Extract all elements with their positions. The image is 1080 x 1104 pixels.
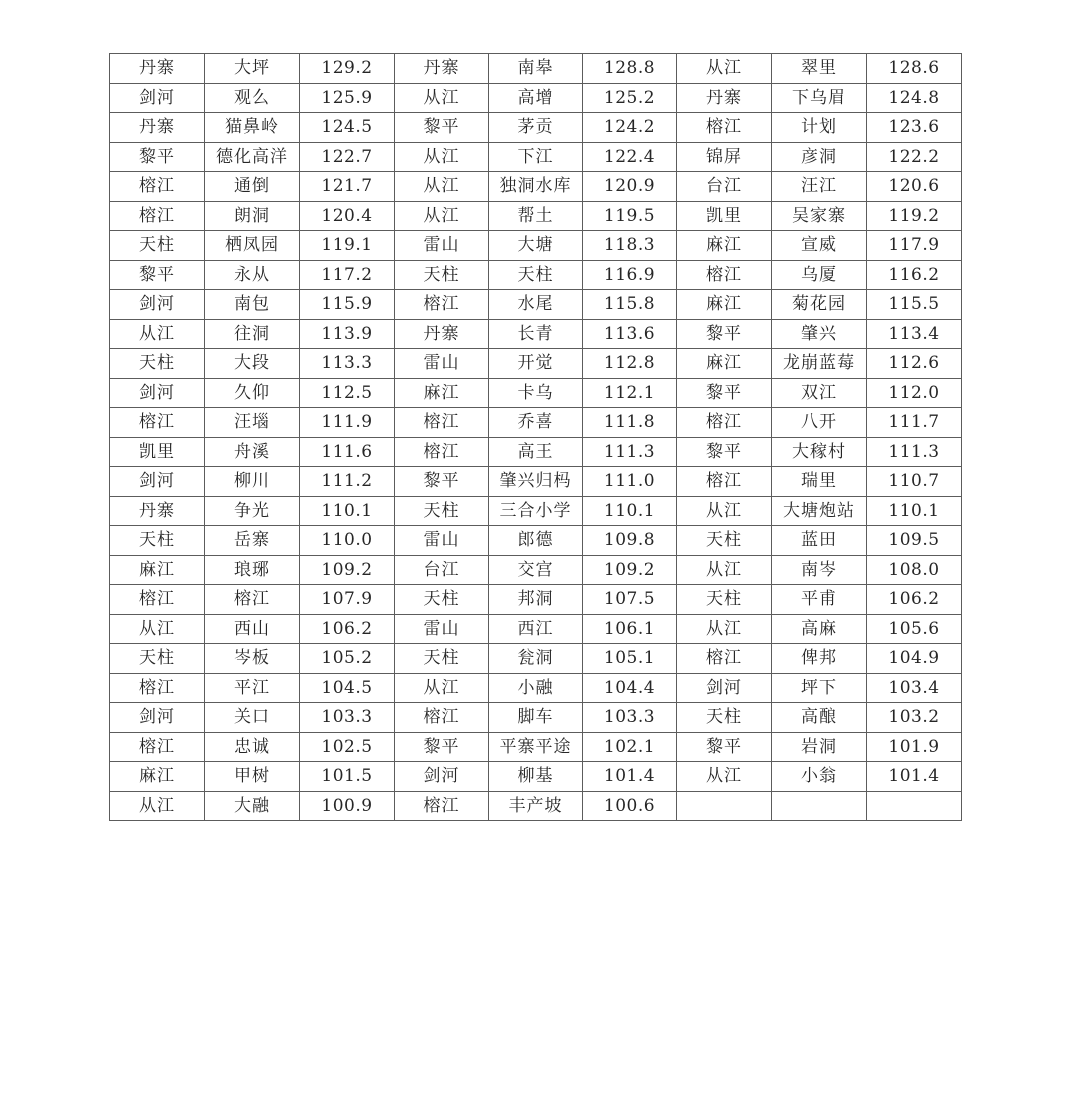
county-cell: 黎平: [677, 319, 772, 349]
table-row: [110, 113, 962, 143]
value-cell: 111.0: [583, 467, 677, 497]
value-cell: 124.5: [300, 113, 395, 143]
station-cell: 肇兴归杩: [489, 467, 583, 497]
value-cell: 112.1: [583, 378, 677, 408]
value-cell: 121.7: [300, 172, 395, 202]
county-cell: 麻江: [110, 762, 205, 792]
table-row: [110, 673, 962, 703]
table-row: [110, 378, 962, 408]
station-cell: 翠里: [772, 54, 867, 84]
county-cell: 天柱: [677, 703, 772, 733]
station-cell: 长青: [489, 319, 583, 349]
county-cell: 榕江: [677, 260, 772, 290]
county-cell: 榕江: [110, 673, 205, 703]
county-cell: 榕江: [110, 172, 205, 202]
county-cell: 丹寨: [395, 54, 489, 84]
station-cell: 琅琊: [205, 555, 300, 585]
table-row: [110, 467, 962, 497]
county-cell: 麻江: [395, 378, 489, 408]
county-cell: 剑河: [110, 467, 205, 497]
station-cell: 乔喜: [489, 408, 583, 438]
county-cell: 从江: [395, 172, 489, 202]
county-cell: 从江: [395, 201, 489, 231]
county-cell: 榕江: [110, 732, 205, 762]
county-cell: 天柱: [110, 231, 205, 261]
county-cell: 榕江: [677, 644, 772, 674]
station-cell: 舟溪: [205, 437, 300, 467]
county-cell: 榕江: [110, 585, 205, 615]
county-cell: 凯里: [110, 437, 205, 467]
table-row: [110, 644, 962, 674]
station-cell: 大融: [205, 791, 300, 821]
station-cell: 交宫: [489, 555, 583, 585]
table-row: [110, 142, 962, 172]
station-cell: 岳寨: [205, 526, 300, 556]
station-cell: 平甫: [772, 585, 867, 615]
county-cell: 丹寨: [110, 54, 205, 84]
value-cell: 128.8: [583, 54, 677, 84]
county-cell: 天柱: [395, 260, 489, 290]
station-cell: 八开: [772, 408, 867, 438]
county-cell: 台江: [677, 172, 772, 202]
value-cell: 122.2: [867, 142, 962, 172]
station-cell: 德化高洋: [205, 142, 300, 172]
value-cell: 107.5: [583, 585, 677, 615]
county-cell: 黎平: [395, 732, 489, 762]
table-row: [110, 54, 962, 84]
table-row: [110, 319, 962, 349]
value-cell: 113.9: [300, 319, 395, 349]
county-cell: 榕江: [395, 290, 489, 320]
station-cell: 汪江: [772, 172, 867, 202]
station-cell: [772, 791, 867, 821]
value-cell: 102.1: [583, 732, 677, 762]
county-cell: 丹寨: [395, 319, 489, 349]
value-cell: 124.8: [867, 83, 962, 113]
county-cell: 榕江: [110, 201, 205, 231]
station-cell: 大稼村: [772, 437, 867, 467]
county-cell: 黎平: [395, 113, 489, 143]
county-cell: 从江: [395, 83, 489, 113]
value-cell: 116.9: [583, 260, 677, 290]
value-cell: 125.9: [300, 83, 395, 113]
table-row: [110, 408, 962, 438]
station-cell: 高增: [489, 83, 583, 113]
county-cell: 天柱: [110, 526, 205, 556]
value-cell: 103.3: [583, 703, 677, 733]
county-cell: 从江: [110, 319, 205, 349]
value-cell: 112.5: [300, 378, 395, 408]
station-cell: 菊花园: [772, 290, 867, 320]
county-cell: 从江: [677, 555, 772, 585]
value-cell: 104.5: [300, 673, 395, 703]
value-cell: 110.1: [867, 496, 962, 526]
county-cell: 剑河: [677, 673, 772, 703]
value-cell: 112.8: [583, 349, 677, 379]
value-cell: 111.7: [867, 408, 962, 438]
station-cell: 通倒: [205, 172, 300, 202]
station-cell: 水尾: [489, 290, 583, 320]
value-cell: 102.5: [300, 732, 395, 762]
station-cell: 俾邦: [772, 644, 867, 674]
station-cell: 高酿: [772, 703, 867, 733]
value-cell: 113.4: [867, 319, 962, 349]
table-row: [110, 732, 962, 762]
value-cell: 100.9: [300, 791, 395, 821]
station-cell: 小融: [489, 673, 583, 703]
station-cell: 南皋: [489, 54, 583, 84]
county-cell: 从江: [110, 791, 205, 821]
value-cell: 123.6: [867, 113, 962, 143]
station-cell: 开觉: [489, 349, 583, 379]
table-row: [110, 290, 962, 320]
value-cell: 110.1: [583, 496, 677, 526]
station-cell: 龙崩蓝莓: [772, 349, 867, 379]
county-cell: 黎平: [110, 260, 205, 290]
value-cell: 109.5: [867, 526, 962, 556]
value-cell: 128.6: [867, 54, 962, 84]
table-row: [110, 496, 962, 526]
station-cell: 南包: [205, 290, 300, 320]
county-cell: 丹寨: [677, 83, 772, 113]
table-row: [110, 201, 962, 231]
value-cell: 115.5: [867, 290, 962, 320]
station-cell: 高王: [489, 437, 583, 467]
station-cell: 吴家寨: [772, 201, 867, 231]
county-cell: 丹寨: [110, 496, 205, 526]
county-cell: 雷山: [395, 614, 489, 644]
value-cell: 101.4: [867, 762, 962, 792]
county-cell: 雷山: [395, 526, 489, 556]
station-cell: 瑞里: [772, 467, 867, 497]
station-cell: 朗洞: [205, 201, 300, 231]
county-cell: 从江: [395, 673, 489, 703]
county-cell: 剑河: [110, 703, 205, 733]
station-value-table: [109, 53, 962, 821]
value-cell: 109.2: [300, 555, 395, 585]
station-cell: 观么: [205, 83, 300, 113]
value-cell: 120.9: [583, 172, 677, 202]
station-cell: 岩洞: [772, 732, 867, 762]
value-cell: 111.8: [583, 408, 677, 438]
table-row: [110, 585, 962, 615]
county-cell: 黎平: [395, 467, 489, 497]
station-cell: 柳川: [205, 467, 300, 497]
station-cell: 关口: [205, 703, 300, 733]
station-cell: 蓝田: [772, 526, 867, 556]
county-cell: 黎平: [677, 378, 772, 408]
value-cell: 107.9: [300, 585, 395, 615]
value-cell: 104.9: [867, 644, 962, 674]
station-cell: 汪堖: [205, 408, 300, 438]
county-cell: 天柱: [395, 644, 489, 674]
county-cell: 麻江: [677, 231, 772, 261]
station-cell: 永从: [205, 260, 300, 290]
station-cell: 西山: [205, 614, 300, 644]
value-cell: 109.2: [583, 555, 677, 585]
value-cell: 124.2: [583, 113, 677, 143]
table-row: [110, 437, 962, 467]
county-cell: 从江: [677, 496, 772, 526]
value-cell: 129.2: [300, 54, 395, 84]
county-cell: 丹寨: [110, 113, 205, 143]
value-cell: 101.9: [867, 732, 962, 762]
station-cell: 大塘炮站: [772, 496, 867, 526]
county-cell: 黎平: [677, 732, 772, 762]
county-cell: 天柱: [677, 526, 772, 556]
table-row: [110, 231, 962, 261]
station-cell: 邦洞: [489, 585, 583, 615]
county-cell: 榕江: [395, 437, 489, 467]
county-cell: 榕江: [110, 408, 205, 438]
station-cell: 丰产坡: [489, 791, 583, 821]
county-cell: 天柱: [110, 349, 205, 379]
station-cell: 高麻: [772, 614, 867, 644]
county-cell: 剑河: [110, 290, 205, 320]
county-cell: 从江: [677, 614, 772, 644]
value-cell: 110.7: [867, 467, 962, 497]
table-row: [110, 791, 962, 821]
station-cell: 往洞: [205, 319, 300, 349]
county-cell: [677, 791, 772, 821]
station-cell: 平江: [205, 673, 300, 703]
county-cell: 榕江: [395, 703, 489, 733]
table-row: [110, 762, 962, 792]
county-cell: 台江: [395, 555, 489, 585]
value-cell: 110.1: [300, 496, 395, 526]
value-cell: 115.9: [300, 290, 395, 320]
county-cell: 雷山: [395, 349, 489, 379]
value-cell: 122.4: [583, 142, 677, 172]
county-cell: 黎平: [110, 142, 205, 172]
table-row: [110, 703, 962, 733]
county-cell: 麻江: [110, 555, 205, 585]
value-cell: 106.2: [300, 614, 395, 644]
value-cell: 105.6: [867, 614, 962, 644]
station-cell: 下江: [489, 142, 583, 172]
value-cell: 115.8: [583, 290, 677, 320]
station-cell: 卡乌: [489, 378, 583, 408]
station-cell: 大塘: [489, 231, 583, 261]
value-cell: 120.4: [300, 201, 395, 231]
value-cell: 104.4: [583, 673, 677, 703]
station-cell: 柳基: [489, 762, 583, 792]
station-cell: 脚车: [489, 703, 583, 733]
station-cell: 帮土: [489, 201, 583, 231]
county-cell: 黎平: [677, 437, 772, 467]
county-cell: 从江: [677, 762, 772, 792]
value-cell: 119.2: [867, 201, 962, 231]
table-row: [110, 349, 962, 379]
station-cell: 猫鼻岭: [205, 113, 300, 143]
value-cell: 120.6: [867, 172, 962, 202]
value-cell: 119.1: [300, 231, 395, 261]
value-cell: 106.1: [583, 614, 677, 644]
county-cell: 麻江: [677, 290, 772, 320]
station-cell: 独洞水库: [489, 172, 583, 202]
station-cell: 下乌眉: [772, 83, 867, 113]
county-cell: 榕江: [677, 467, 772, 497]
value-cell: 113.3: [300, 349, 395, 379]
station-cell: 争光: [205, 496, 300, 526]
value-cell: 111.3: [867, 437, 962, 467]
county-cell: 雷山: [395, 231, 489, 261]
value-cell: 103.3: [300, 703, 395, 733]
value-cell: 112.0: [867, 378, 962, 408]
value-cell: 108.0: [867, 555, 962, 585]
value-cell: 117.2: [300, 260, 395, 290]
value-cell: 111.6: [300, 437, 395, 467]
table-row: [110, 83, 962, 113]
station-cell: 肇兴: [772, 319, 867, 349]
value-cell: 105.1: [583, 644, 677, 674]
value-cell: 116.2: [867, 260, 962, 290]
table-row: [110, 260, 962, 290]
county-cell: 榕江: [677, 408, 772, 438]
county-cell: 从江: [395, 142, 489, 172]
county-cell: 榕江: [395, 408, 489, 438]
station-cell: 茅贡: [489, 113, 583, 143]
value-cell: 125.2: [583, 83, 677, 113]
station-cell: 小翁: [772, 762, 867, 792]
county-cell: 从江: [110, 614, 205, 644]
value-cell: 119.5: [583, 201, 677, 231]
value-cell: 110.0: [300, 526, 395, 556]
value-cell: 101.4: [583, 762, 677, 792]
table-row: [110, 614, 962, 644]
station-cell: 甲树: [205, 762, 300, 792]
station-cell: 西江: [489, 614, 583, 644]
county-cell: 天柱: [677, 585, 772, 615]
station-cell: 坪下: [772, 673, 867, 703]
value-cell: [867, 791, 962, 821]
value-cell: 103.2: [867, 703, 962, 733]
station-cell: 宣威: [772, 231, 867, 261]
station-cell: 三合小学: [489, 496, 583, 526]
station-cell: 南岑: [772, 555, 867, 585]
station-cell: 大坪: [205, 54, 300, 84]
value-cell: 112.6: [867, 349, 962, 379]
county-cell: 榕江: [395, 791, 489, 821]
county-cell: 天柱: [110, 644, 205, 674]
station-cell: 乌厦: [772, 260, 867, 290]
station-cell: 双江: [772, 378, 867, 408]
station-cell: 榕江: [205, 585, 300, 615]
value-cell: 118.3: [583, 231, 677, 261]
value-cell: 111.3: [583, 437, 677, 467]
value-cell: 122.7: [300, 142, 395, 172]
county-cell: 剑河: [110, 83, 205, 113]
county-cell: 天柱: [395, 496, 489, 526]
value-cell: 111.9: [300, 408, 395, 438]
station-cell: 大段: [205, 349, 300, 379]
station-cell: 岑板: [205, 644, 300, 674]
county-cell: 锦屏: [677, 142, 772, 172]
value-cell: 113.6: [583, 319, 677, 349]
value-cell: 109.8: [583, 526, 677, 556]
station-cell: 彦洞: [772, 142, 867, 172]
value-cell: 101.5: [300, 762, 395, 792]
table-row: [110, 526, 962, 556]
county-cell: 剑河: [395, 762, 489, 792]
value-cell: 105.2: [300, 644, 395, 674]
station-cell: 栖凤园: [205, 231, 300, 261]
table-row: [110, 172, 962, 202]
county-cell: 从江: [677, 54, 772, 84]
station-cell: 天柱: [489, 260, 583, 290]
value-cell: 111.2: [300, 467, 395, 497]
value-cell: 103.4: [867, 673, 962, 703]
station-cell: 计划: [772, 113, 867, 143]
county-cell: 剑河: [110, 378, 205, 408]
station-cell: 平寨平途: [489, 732, 583, 762]
table-row: [110, 555, 962, 585]
county-cell: 榕江: [677, 113, 772, 143]
county-cell: 麻江: [677, 349, 772, 379]
value-cell: 117.9: [867, 231, 962, 261]
value-cell: 106.2: [867, 585, 962, 615]
station-cell: 忠诚: [205, 732, 300, 762]
station-cell: 瓮洞: [489, 644, 583, 674]
station-cell: 久仰: [205, 378, 300, 408]
station-cell: 郎德: [489, 526, 583, 556]
county-cell: 凯里: [677, 201, 772, 231]
county-cell: 天柱: [395, 585, 489, 615]
value-cell: 100.6: [583, 791, 677, 821]
